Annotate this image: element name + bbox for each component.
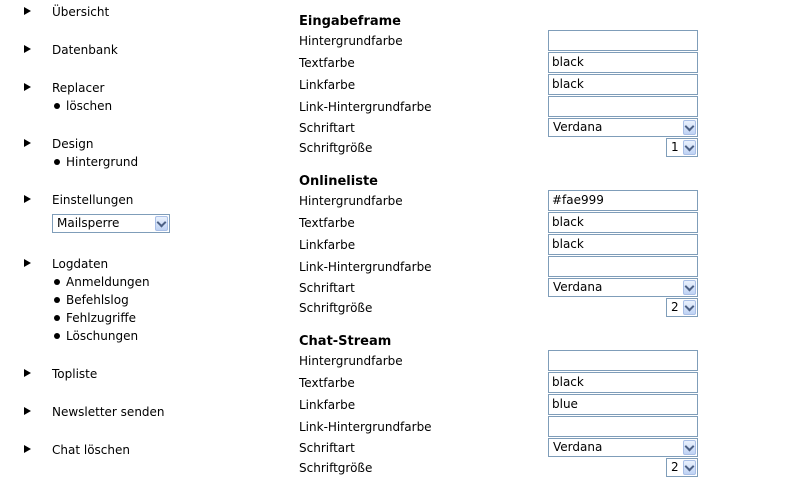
row-label: Schriftart xyxy=(299,281,355,295)
font-select-value: Verdana xyxy=(553,120,603,134)
background-color-input[interactable] xyxy=(548,350,698,371)
font-select[interactable] xyxy=(548,278,698,297)
row-label: Hintergrundfarbe xyxy=(299,354,403,368)
chevron-down-icon xyxy=(685,462,695,472)
row-label: Schriftgröße xyxy=(299,461,373,475)
row-label: Linkfarbe xyxy=(299,238,356,252)
background-color-input[interactable]: #fae999 xyxy=(548,190,698,211)
row-label: Textfarbe xyxy=(299,216,355,230)
row-label: Textfarbe xyxy=(299,56,355,70)
text-color-input[interactable]: black xyxy=(548,212,698,233)
font-select[interactable] xyxy=(548,118,698,137)
font-size-select-value: 2 xyxy=(671,300,679,314)
subnav-link-anmeldungen[interactable]: Anmeldungen xyxy=(66,275,150,289)
subnav-link-befehlslog[interactable]: Befehlslog xyxy=(66,293,129,307)
subnav-link-loeschungen[interactable]: Löschungen xyxy=(66,329,139,343)
row-label: Linkfarbe xyxy=(299,398,356,412)
row-label: Schriftart xyxy=(299,121,355,135)
row-label: Link-Hintergrundfarbe xyxy=(299,260,432,274)
section-title: Chat-Stream xyxy=(299,334,392,349)
font-size-select[interactable] xyxy=(666,138,698,157)
nav-link-uebersicht[interactable]: Übersicht xyxy=(52,5,110,19)
font-select-value: Verdana xyxy=(553,280,603,294)
row-label: Schriftgröße xyxy=(299,141,373,155)
link-color-input[interactable]: black xyxy=(548,234,698,255)
chevron-down-icon xyxy=(685,282,695,292)
dropdown-button[interactable] xyxy=(683,120,696,135)
row-label: Textfarbe xyxy=(299,376,355,390)
nav-link-datenbank[interactable]: Datenbank xyxy=(52,43,118,57)
chevron-down-icon xyxy=(685,142,695,152)
row-label: Schriftart xyxy=(299,441,355,455)
nav-link-topliste[interactable]: Topliste xyxy=(52,367,98,381)
row-label: Hintergrundfarbe xyxy=(299,34,403,48)
subnav-link-hintergrund[interactable]: Hintergrund xyxy=(66,155,139,169)
row-label: Link-Hintergrundfarbe xyxy=(299,420,432,434)
font-size-select[interactable] xyxy=(666,458,698,477)
section-title: Eingabeframe xyxy=(299,14,401,29)
nav-link-newsletter[interactable]: Newsletter senden xyxy=(52,405,165,419)
link-background-color-input[interactable] xyxy=(548,96,698,117)
font-size-select[interactable] xyxy=(666,298,698,317)
chevron-down-icon xyxy=(685,442,695,452)
link-color-input[interactable]: blue xyxy=(548,394,698,415)
dropdown-button[interactable] xyxy=(683,140,696,155)
link-color-input[interactable]: black xyxy=(548,74,698,95)
font-select-value: Verdana xyxy=(553,440,603,454)
link-background-color-input[interactable] xyxy=(548,256,698,277)
nav-link-einstellungen[interactable]: Einstellungen xyxy=(52,193,134,207)
row-label: Schriftgröße xyxy=(299,301,373,315)
subnav-link-fehlzugriffe[interactable]: Fehlzugriffe xyxy=(66,311,137,325)
dropdown-button[interactable] xyxy=(683,300,696,315)
nav-link-chat-loeschen[interactable]: Chat löschen xyxy=(52,443,130,457)
row-label: Link-Hintergrundfarbe xyxy=(299,100,432,114)
section-title: Onlineliste xyxy=(299,174,378,189)
row-label: Linkfarbe xyxy=(299,78,356,92)
font-size-select-value: 1 xyxy=(671,140,679,154)
chevron-down-icon xyxy=(685,122,695,132)
subnav-link-loeschen[interactable]: löschen xyxy=(66,99,113,113)
text-color-input[interactable]: black xyxy=(548,372,698,393)
nav-link-replacer[interactable]: Replacer xyxy=(52,81,105,95)
background-color-input[interactable] xyxy=(548,30,698,51)
row-label: Hintergrundfarbe xyxy=(299,194,403,208)
font-size-select-value: 2 xyxy=(671,460,679,474)
nav-link-logdaten[interactable]: Logdaten xyxy=(52,257,109,271)
dropdown-button[interactable] xyxy=(683,460,696,475)
link-background-color-input[interactable] xyxy=(548,416,698,437)
font-select[interactable] xyxy=(548,438,698,457)
dropdown-button[interactable] xyxy=(683,280,696,295)
nav-link-design[interactable]: Design xyxy=(52,137,94,151)
text-color-input[interactable]: black xyxy=(548,52,698,73)
einstellungen-select-value: Mailsperre xyxy=(57,216,120,230)
chevron-down-icon xyxy=(685,302,695,312)
dropdown-button[interactable] xyxy=(683,440,696,455)
